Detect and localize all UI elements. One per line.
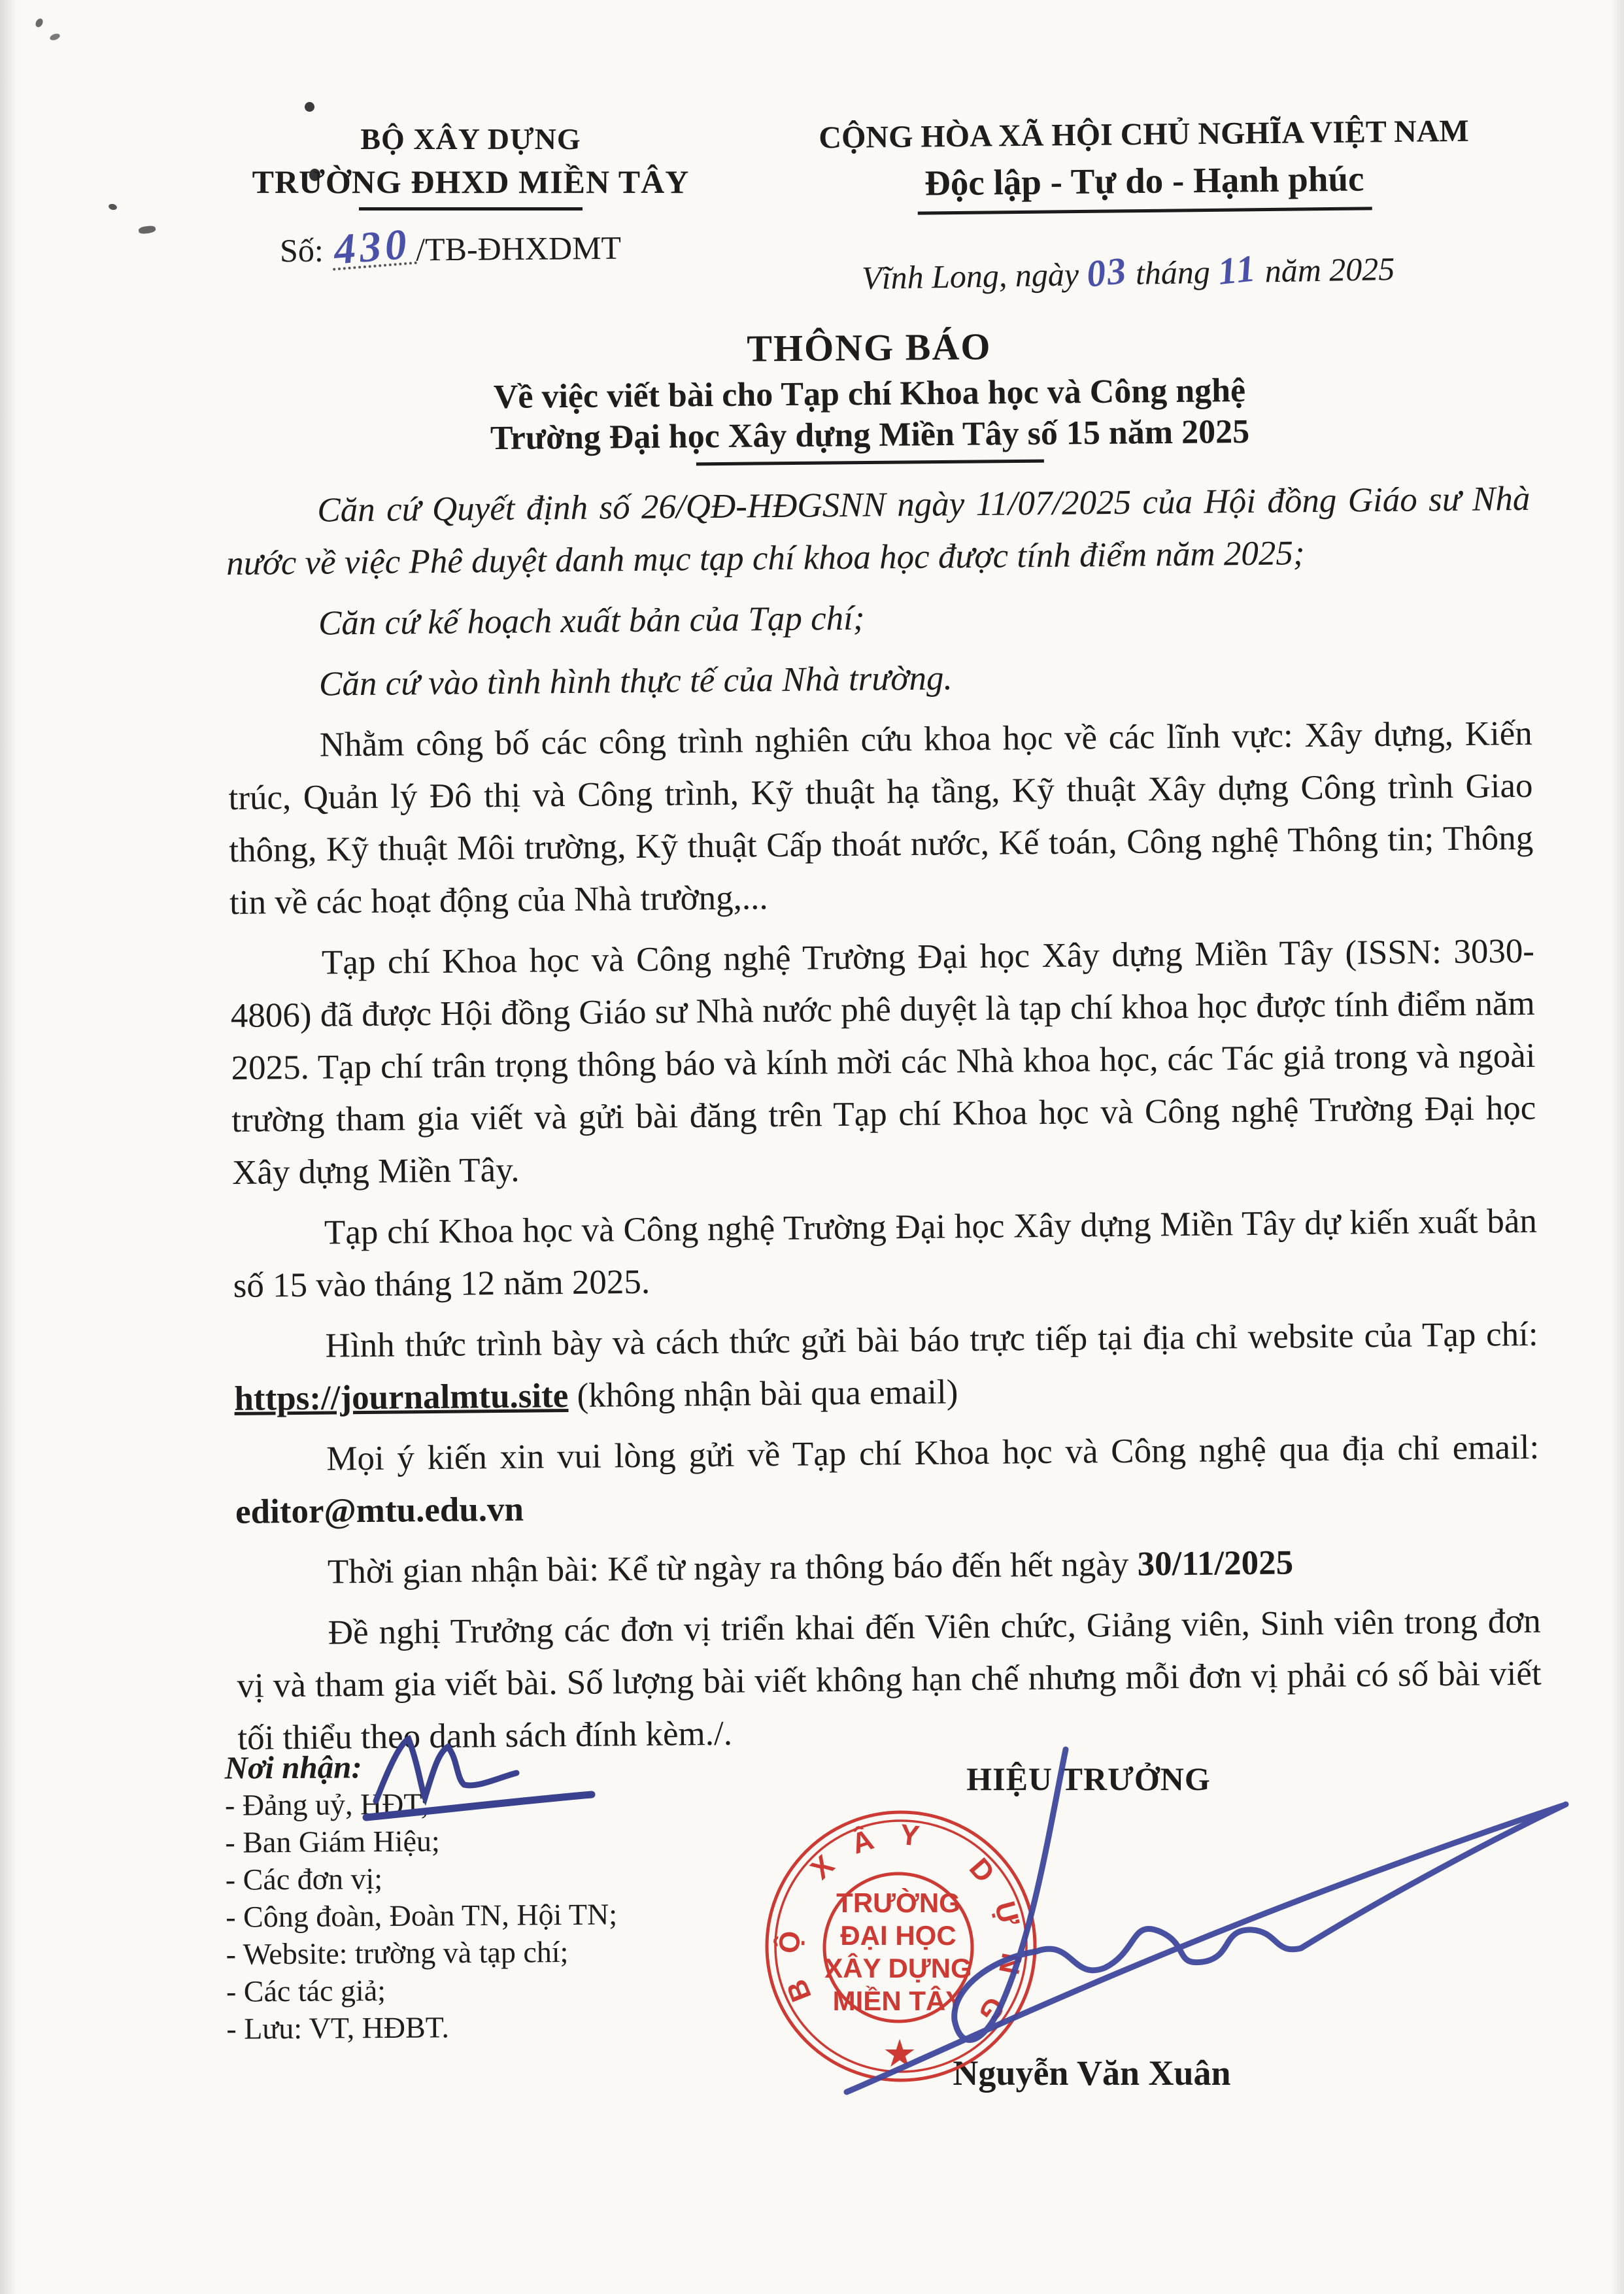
recipient-item: - Các tác giả; — [226, 1973, 386, 2008]
ink-speck — [34, 17, 44, 28]
stamp-inner-line: XÂY DỰNG — [824, 1953, 972, 1983]
ministry-name: BỘ XÂY DỰNG — [360, 122, 581, 156]
body-paragraph: Đề nghị Trưởng các đơn vị triển khai đến Viên chức, Giảng viên, Sinh viên trong đơn vị và tham gia viết bài. Số lượng bài viết không hạn chế nhưng mỗi đơn vị phải có số bài viết tối thiểu theo danh sách đính kèm./. — [237, 1602, 1542, 1757]
handwritten-month: 11 — [1216, 246, 1259, 293]
ink-speck — [138, 225, 156, 235]
recipient-item: - Ban Giám Hiệu; — [225, 1824, 440, 1859]
recipient-item: - Công đoàn, Đoàn TN, Hội TN; — [226, 1897, 618, 1934]
stamp-ring-text: BỘ XÂY DỰNG — [773, 1818, 1028, 2034]
body-paragraph: Căn cứ kế hoạch xuất bản của Tạp chí; — [318, 599, 865, 643]
issuing-org-block — [222, 122, 719, 211]
scan-edge-shadow-right — [1611, 0, 1624, 2294]
date-prefix: Vĩnh Long, ngày — [861, 256, 1079, 297]
ink-speck — [108, 203, 118, 211]
document-body — [226, 473, 1542, 1773]
motto: Độc lập - Tự do - Hạnh phúc — [924, 158, 1364, 203]
number-label: Số: — [279, 231, 324, 269]
stamp-inner-line: TRƯỜNG — [836, 1887, 960, 1918]
recipient-item: - Đảng uỷ, HĐT; — [224, 1787, 429, 1822]
recipients-label: Nơi nhận: — [224, 1749, 362, 1786]
signer-title: HIỆU TRƯỞNG — [966, 1761, 1211, 1797]
stamp-inner-line: MIỀN TÂY — [832, 1985, 964, 2016]
recipient-item: - Lưu: VT, HĐBT. — [226, 2010, 450, 2046]
deadline-date: 30/11/2025 — [1137, 1543, 1294, 1583]
document-number-line — [279, 220, 622, 274]
stamp-inner-line: ĐẠI HỌC — [840, 1920, 956, 1951]
body-paragraph: Nhằm công bố các công trình nghiên cứu khoa học về các lĩnh vực: Xây dựng, Kiến trúc, Quản lý Đô thị và Công trình, Kỹ thuật hạ tầng, Kỹ thuật Xây dựng Công trình Giao thông, Kỹ thuật Môi trường, Kỹ thuật Cấp thoát nước, Kế toán, Công nghệ Thông tin; Thông tin về các hoạt động của Nhà trường,... — [228, 714, 1534, 922]
title-underline — [696, 460, 1044, 466]
body-paragraph: Căn cứ Quyết định số 26/QĐ-HĐGSNN ngày 11/07/2025 của Hội đồng Giáo sư Nhà nước về việc Phê duyệt danh mục tạp chí khoa học được tính điểm năm 2025; — [226, 479, 1531, 582]
stamp-star-icon: ★ — [884, 2035, 915, 2073]
ink-speck — [305, 102, 314, 112]
date-mid: tháng — [1135, 253, 1211, 292]
recipient-item: - Website: trường và tạp chí; — [226, 1935, 569, 1971]
document-title-block — [411, 322, 1328, 468]
date-suffix: năm 2025 — [1264, 250, 1395, 290]
body-paragraph-email: Mọi ý kiến xin vui lòng gửi về Tạp chí Khoa học và Công nghệ qua địa chỉ email: editor@mtu.edu.vn — [235, 1428, 1540, 1531]
country-title: CỘNG HÒA XÃ HỘI CHỦ NGHĨA VIỆT NAM — [819, 113, 1469, 156]
scan-edge-shadow-left — [0, 0, 17, 2294]
number-suffix: /TB-ĐHXDMT — [415, 229, 622, 268]
ink-speck — [49, 33, 61, 42]
editor-email: editor@mtu.edu.vn — [235, 1490, 524, 1531]
body-paragraph: Căn cứ vào tình hình thực tế của Nhà trường. — [318, 659, 953, 703]
title-sub1: Về việc viết bài cho Tạp chí Khoa học và Công nghệ — [493, 371, 1246, 416]
body-paragraph: Tạp chí Khoa học và Công nghệ Trường Đại học Xây dựng Miền Tây dự kiến xuất bản số 15 vào tháng 12 năm 2025. — [233, 1202, 1538, 1305]
signer-name: Nguyễn Văn Xuân — [953, 2053, 1231, 2093]
header-right-underline — [917, 207, 1372, 214]
title-sub2: Trường Đại học Xây dựng Miền Tây số 15 năm 2025 — [490, 413, 1250, 458]
place-date-line — [861, 245, 1395, 298]
signature-ink — [811, 1726, 1582, 2131]
university-name: TRƯỜNG ĐHXD MIỀN TÂY — [252, 163, 690, 200]
title-main: THÔNG BÁO — [747, 325, 992, 370]
body-paragraph-deadline: Thời gian nhận bài: Kể từ ngày ra thông báo đến hết ngày 30/11/2025 — [327, 1543, 1294, 1591]
handwritten-day: 03 — [1085, 248, 1130, 295]
initial-paraph-ink — [356, 1719, 618, 1830]
national-motto-block — [784, 112, 1504, 216]
journal-url: https://journalmtu.site — [234, 1377, 569, 1418]
recipient-item: - Các đơn vị; — [225, 1861, 383, 1897]
header-left-underline — [359, 207, 583, 211]
body-paragraph-website: Hình thức trình bày và cách thức gửi bài báo trực tiếp tại địa chỉ website của Tạp chí: https://journalmtu.site (không nhận bài qua email) — [234, 1315, 1538, 1418]
body-paragraph: Tạp chí Khoa học và Công nghệ Trường Đại học Xây dựng Miền Tây (ISSN: 3030-4806) đã được Hội đồng Giáo sư Nhà nước phê duyệt là tạp chí khoa học được tính điểm năm 2025. Tạp chí trân trọng thông báo và kính mời các Nhà khoa học, các Tác giả trong và ngoài trường tham gia viết và gửi bài đăng trên Tạp chí Khoa học và Công nghệ Trường Đại học Xây dựng Miền Tây. — [230, 932, 1536, 1192]
handwritten-document-number: 430 — [330, 228, 417, 271]
